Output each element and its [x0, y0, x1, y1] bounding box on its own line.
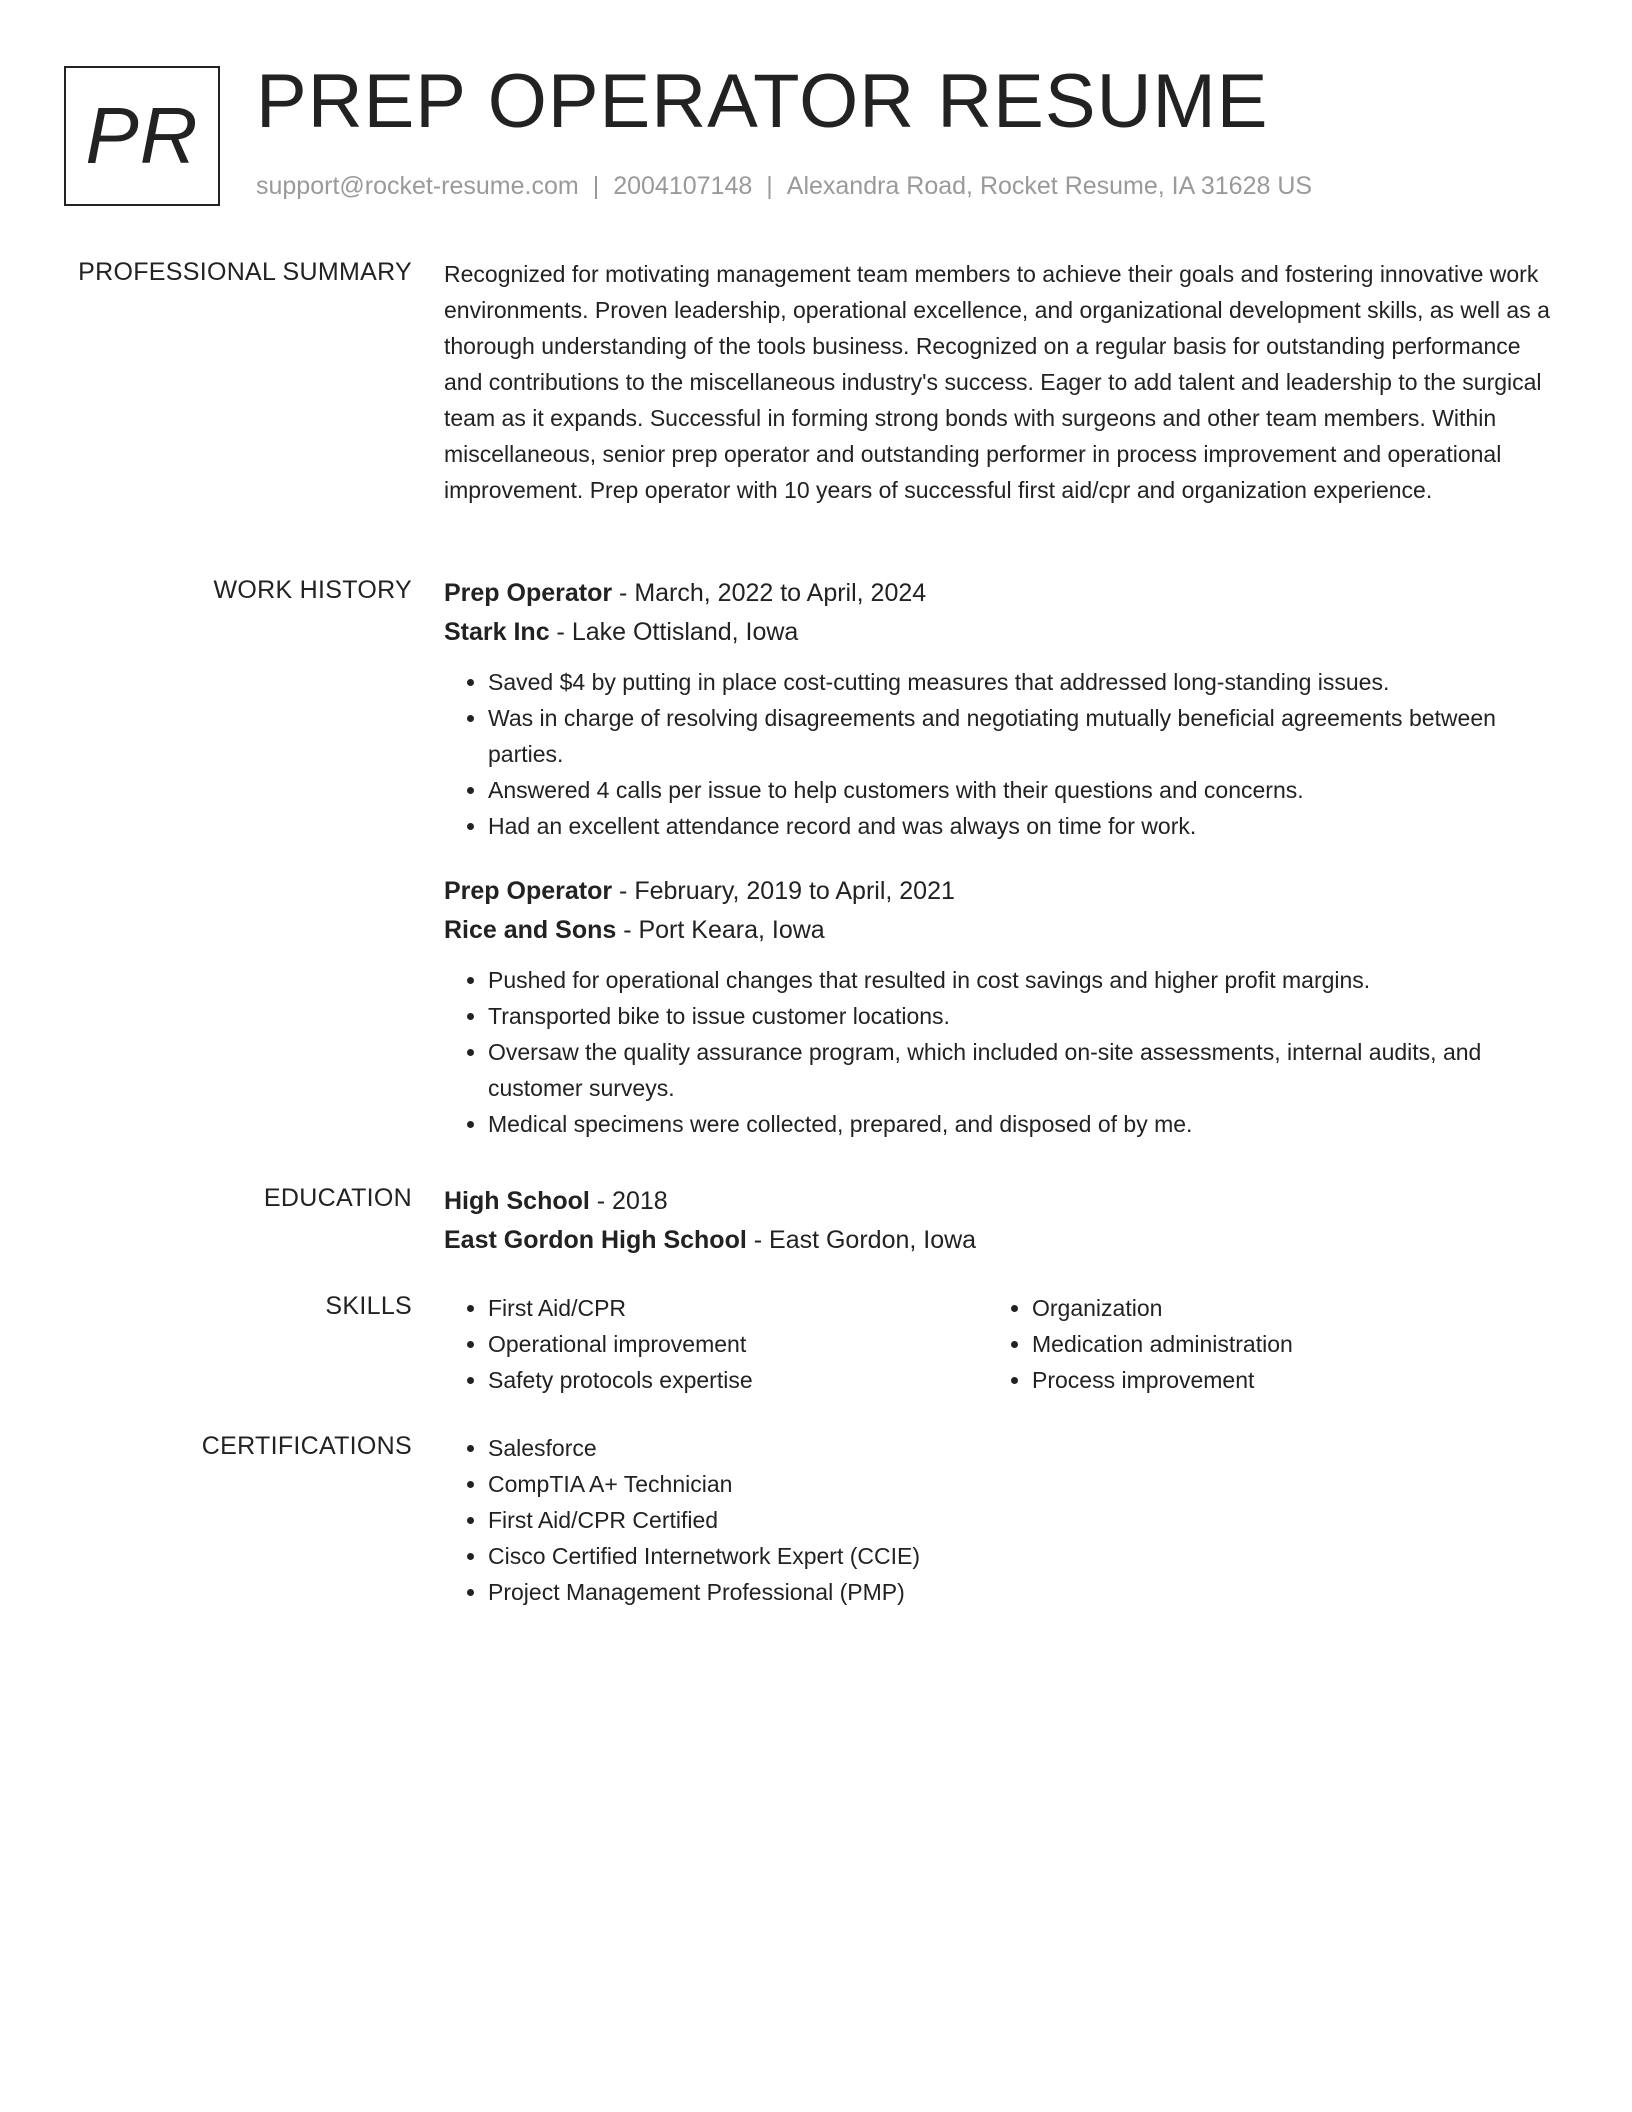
job-location: - Port Keara, Iowa	[616, 916, 825, 944]
job-entry	[444, 574, 1560, 844]
page-title: PREP OPERATOR RESUME	[256, 59, 1269, 144]
job-company: Rice and Sons	[444, 916, 617, 944]
job-title-line	[444, 872, 1560, 911]
list-item: • Salesforce	[488, 1430, 1560, 1466]
list-item: • CompTIA A+ Technician	[488, 1466, 1560, 1502]
education-degree-line	[444, 1182, 1560, 1221]
list-item: • Organization	[1032, 1290, 1532, 1326]
skills-list-right	[988, 1290, 1532, 1398]
contact-email: support@rocket-resume.com	[256, 172, 579, 200]
summary-label: PROFESSIONAL SUMMARY	[78, 258, 412, 286]
education-location: - East Gordon, Iowa	[746, 1226, 977, 1254]
skills-grid	[444, 1290, 1560, 1398]
list-item: • Process improvement	[1032, 1362, 1532, 1398]
education-degree: High School	[444, 1187, 590, 1215]
list-item: • Saved $4 by putting in place cost-cutting measures that addressed long-standing issues.	[488, 664, 1560, 700]
list-item: • Transported bike to issue customer locations.	[488, 998, 1560, 1034]
monogram-initials: PR	[85, 91, 199, 180]
job-title: Prep Operator	[444, 877, 613, 905]
list-item: • Cisco Certified Internetwork Expert (CCIE)	[488, 1538, 1560, 1574]
list-item: • Project Management Professional (PMP)	[488, 1574, 1560, 1610]
education-label: EDUCATION	[263, 1184, 412, 1212]
list-item: • Oversaw the quality assurance program, which included on-site assessments, internal audits, and customer surveys.	[488, 1034, 1560, 1106]
education-school-line	[444, 1221, 1560, 1260]
education-school: East Gordon High School	[444, 1226, 747, 1254]
job-company: Stark Inc	[444, 618, 550, 646]
contact-line	[256, 172, 1312, 201]
list-item: • Pushed for operational changes that resulted in cost savings and higher profit margins.	[488, 962, 1560, 998]
skills-label: SKILLS	[325, 1292, 412, 1320]
list-item: • Safety protocols expertise	[488, 1362, 988, 1398]
job-dates: - March, 2022 to April, 2024	[612, 579, 927, 607]
work-history-label: WORK HISTORY	[213, 576, 412, 604]
certifications-list	[444, 1430, 1560, 1610]
skills-list-left	[444, 1290, 988, 1398]
summary-text: Recognized for motivating management team members to achieve their goals and fostering innovative work environments. Proven leadership, operational excellence, and organizational development skills, as well as a thorough understanding of the tools business. Recognized on a regular basis for outstanding performance and contributions to the miscellaneous industry's success. Eager to add talent and leadership to the surgical team as it expands. Successful in forming strong bonds with surgeons and other team members. Within miscellaneous, senior prep operator and outstanding performer in process improvement and operational improvement. Prep operator with 10 years of successful first aid/cpr and organization experience.	[444, 261, 1550, 503]
job-title: Prep Operator	[444, 579, 613, 607]
job-bullets	[444, 664, 1560, 844]
job-location: - Lake Ottisland, Iowa	[549, 618, 799, 646]
job-title-line	[444, 574, 1560, 613]
job-dates: - February, 2019 to April, 2021	[612, 877, 955, 905]
list-item: • Answered 4 calls per issue to help customers with their questions and concerns.	[488, 772, 1560, 808]
job-company-line	[444, 911, 1560, 950]
job-company-line	[444, 613, 1560, 652]
contact-address: Alexandra Road, Rocket Resume, IA 31628 US	[786, 172, 1313, 200]
monogram-box	[64, 66, 220, 206]
list-item: • Was in charge of resolving disagreements and negotiating mutually beneficial agreements between parties.	[488, 700, 1560, 772]
list-item: • Medical specimens were collected, prepared, and disposed of by me.	[488, 1106, 1560, 1142]
list-item: • Operational improvement	[488, 1326, 988, 1362]
contact-separator: |	[592, 172, 600, 200]
list-item: • Had an excellent attendance record and was always on time for work.	[488, 808, 1560, 844]
list-item: • First Aid/CPR Certified	[488, 1502, 1560, 1538]
education-year: - 2018	[589, 1187, 668, 1215]
list-item: • Medication administration	[1032, 1326, 1532, 1362]
job-entry	[444, 872, 1560, 1142]
contact-separator: |	[766, 172, 773, 200]
certifications-label: CERTIFICATIONS	[201, 1432, 412, 1460]
contact-phone: 2004107148	[613, 172, 753, 200]
list-item: • First Aid/CPR	[488, 1290, 988, 1326]
job-bullets	[444, 962, 1560, 1142]
